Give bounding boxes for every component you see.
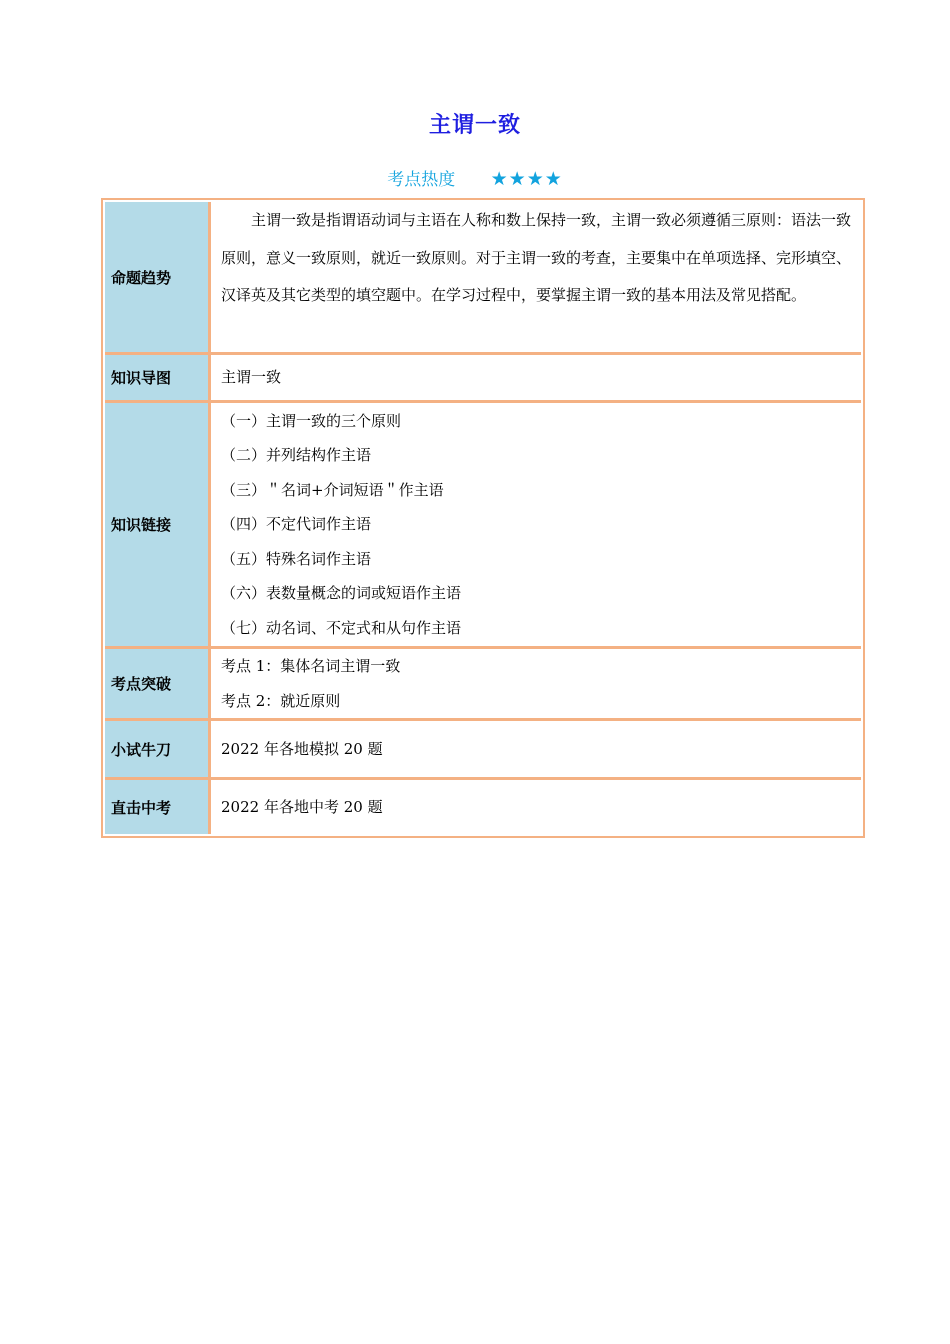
table-row-trend: [105, 202, 861, 355]
list-item: 考点 1：集体名词主谓一致: [221, 657, 401, 675]
list-item: 考点 2：就近原则: [221, 691, 341, 710]
row-label-trial: 小试牛刀: [105, 721, 211, 777]
table-row-exam: [105, 780, 861, 834]
row-content-map: [211, 355, 861, 400]
table-row-links: [105, 403, 861, 649]
list-item: （四）不定代词作主语: [221, 515, 372, 534]
row-label-exam: 直击中考: [105, 780, 211, 834]
heat-label: 考点热度: [387, 170, 456, 190]
row-label-map: 知识导图: [105, 355, 211, 400]
row-content-trend: [211, 202, 861, 352]
list-item: （二）并列结构作主语: [221, 446, 372, 465]
row-label-points: 考点突破: [105, 649, 211, 718]
row-label-trend: 命题趋势: [105, 202, 211, 352]
trial-text: 2022 年各地模拟 20 题: [221, 739, 383, 758]
exam-text: 2022 年各地中考 20 题: [221, 797, 383, 816]
table-row-trial: [105, 721, 861, 780]
list-item: （三）＂名词+介词短语＂作主语: [221, 480, 444, 499]
map-text: 主谓一致: [221, 368, 282, 386]
list-item: （七）动名词、不定式和从句作主语: [221, 618, 462, 637]
row-content-exam: [211, 780, 861, 834]
row-content-trial: [211, 721, 861, 777]
list-item: （五）特殊名词作主语: [221, 549, 372, 568]
list-item: （一）主谓一致的三个原则: [221, 411, 402, 430]
row-content-points: [211, 649, 861, 718]
heat-stars-rating: ★★★★: [490, 168, 563, 190]
row-content-links: [211, 403, 861, 646]
overview-table: [101, 198, 865, 838]
trend-paragraph: 主谓一致是指谓语动词与主语在人称和数上保持一致，主谓一致必须遵循三原则：语法一致原则，意义一致原则，就近一致原则。对于主谓一致的考查，主要集中在单项选择、完形填空、汉译英及其它类型的填空题中。在学习过程中，要掌握主谓一致的基本用法及常见搭配。: [221, 211, 852, 304]
row-label-links: 知识链接: [105, 403, 211, 646]
heat-row: [0, 165, 950, 190]
table-row-points: [105, 649, 861, 721]
list-item: （六）表数量概念的词或短语作主语: [221, 584, 462, 603]
page-title: 主谓一致: [428, 113, 521, 138]
table-row-map: [105, 355, 861, 403]
